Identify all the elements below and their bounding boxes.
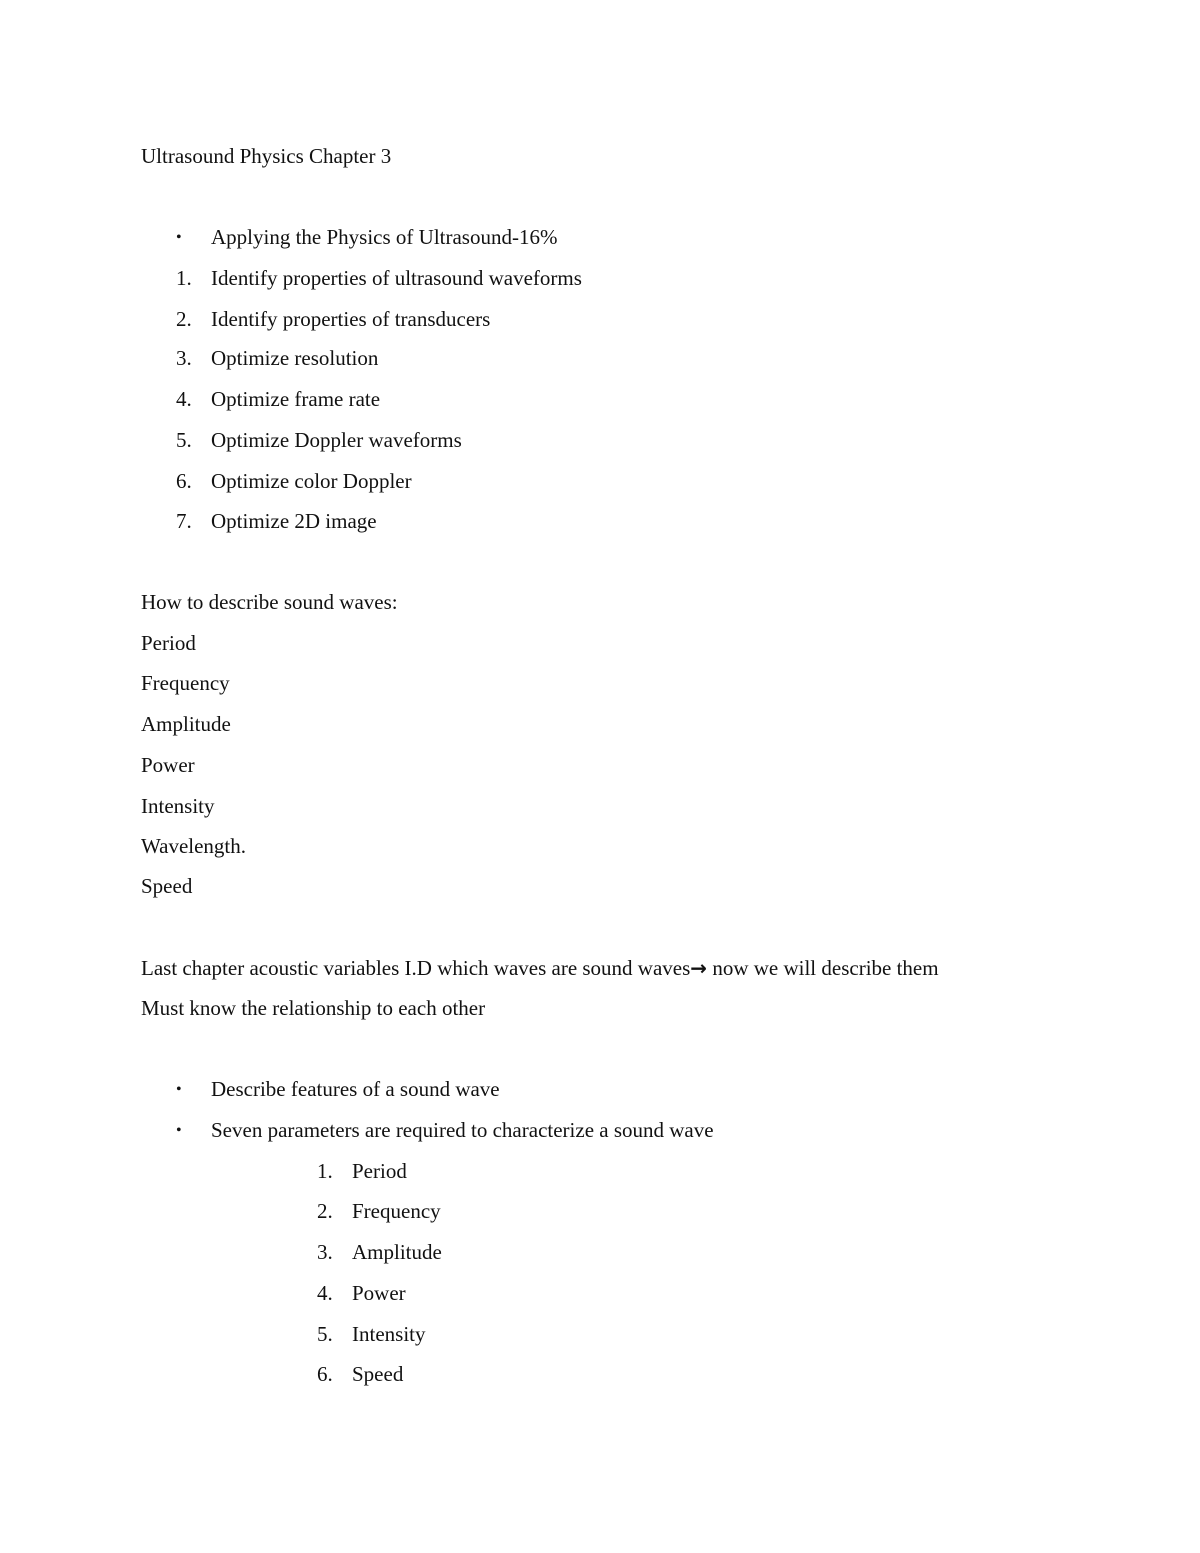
feature-bullet-text: Describe features of a sound wave (211, 1077, 500, 1101)
list-item-text: Identify properties of ultrasound waveforms (211, 266, 582, 290)
list-item-text: Optimize frame rate (211, 387, 381, 411)
note-text-after: now we will describe them (707, 956, 939, 980)
term-line: Intensity (141, 794, 215, 818)
term-line: Wavelength. (141, 834, 247, 858)
list-item-text: Optimize 2D image (211, 509, 377, 533)
term-line: Period (141, 631, 196, 655)
note-line-2: Must know the relationship to each other (141, 996, 486, 1020)
describe-heading: How to describe sound waves: (141, 590, 398, 614)
note-text-before: Last chapter acoustic variables I.D which waves are sound waves (141, 956, 691, 980)
list-item-text: Amplitude (352, 1240, 442, 1264)
term-line: Amplitude (141, 712, 231, 736)
list-item-text: Intensity (352, 1322, 426, 1346)
list-item-text: Period (352, 1159, 407, 1183)
list-item-text: Power (352, 1281, 406, 1305)
list-number: 2. (176, 307, 192, 331)
list-number: 5. (176, 428, 192, 452)
list-number: 1. (176, 266, 192, 290)
list-number: 1. (317, 1159, 333, 1183)
term-line: Power (141, 753, 195, 777)
outline-bullet-text: Applying the Physics of Ultrasound-16% (211, 225, 558, 249)
note-line-1 (141, 958, 939, 979)
list-number: 3. (176, 346, 192, 370)
list-item-text: Identify properties of transducers (211, 307, 491, 331)
list-number: 3. (317, 1240, 333, 1264)
bullet-marker: • (176, 229, 182, 246)
list-number: 2. (317, 1199, 333, 1223)
document-title: Ultrasound Physics Chapter 3 (141, 144, 392, 168)
list-item-text: Speed (352, 1362, 404, 1386)
list-number: 6. (317, 1362, 333, 1386)
list-item-text: Optimize Doppler waveforms (211, 428, 462, 452)
list-number: 7. (176, 509, 192, 533)
arrow-right-icon: → (690, 956, 708, 980)
term-line: Frequency (141, 671, 230, 695)
list-number: 4. (176, 387, 192, 411)
list-number: 6. (176, 469, 192, 493)
list-item-text: Optimize color Doppler (211, 469, 412, 493)
list-item-text: Frequency (352, 1199, 441, 1223)
feature-bullet-text: Seven parameters are required to characterize a sound wave (211, 1118, 714, 1142)
term-line: Speed (141, 874, 193, 898)
bullet-marker: • (176, 1122, 182, 1139)
list-item-text: Optimize resolution (211, 346, 379, 370)
list-number: 5. (317, 1322, 333, 1346)
bullet-marker: • (176, 1081, 182, 1098)
list-number: 4. (317, 1281, 333, 1305)
